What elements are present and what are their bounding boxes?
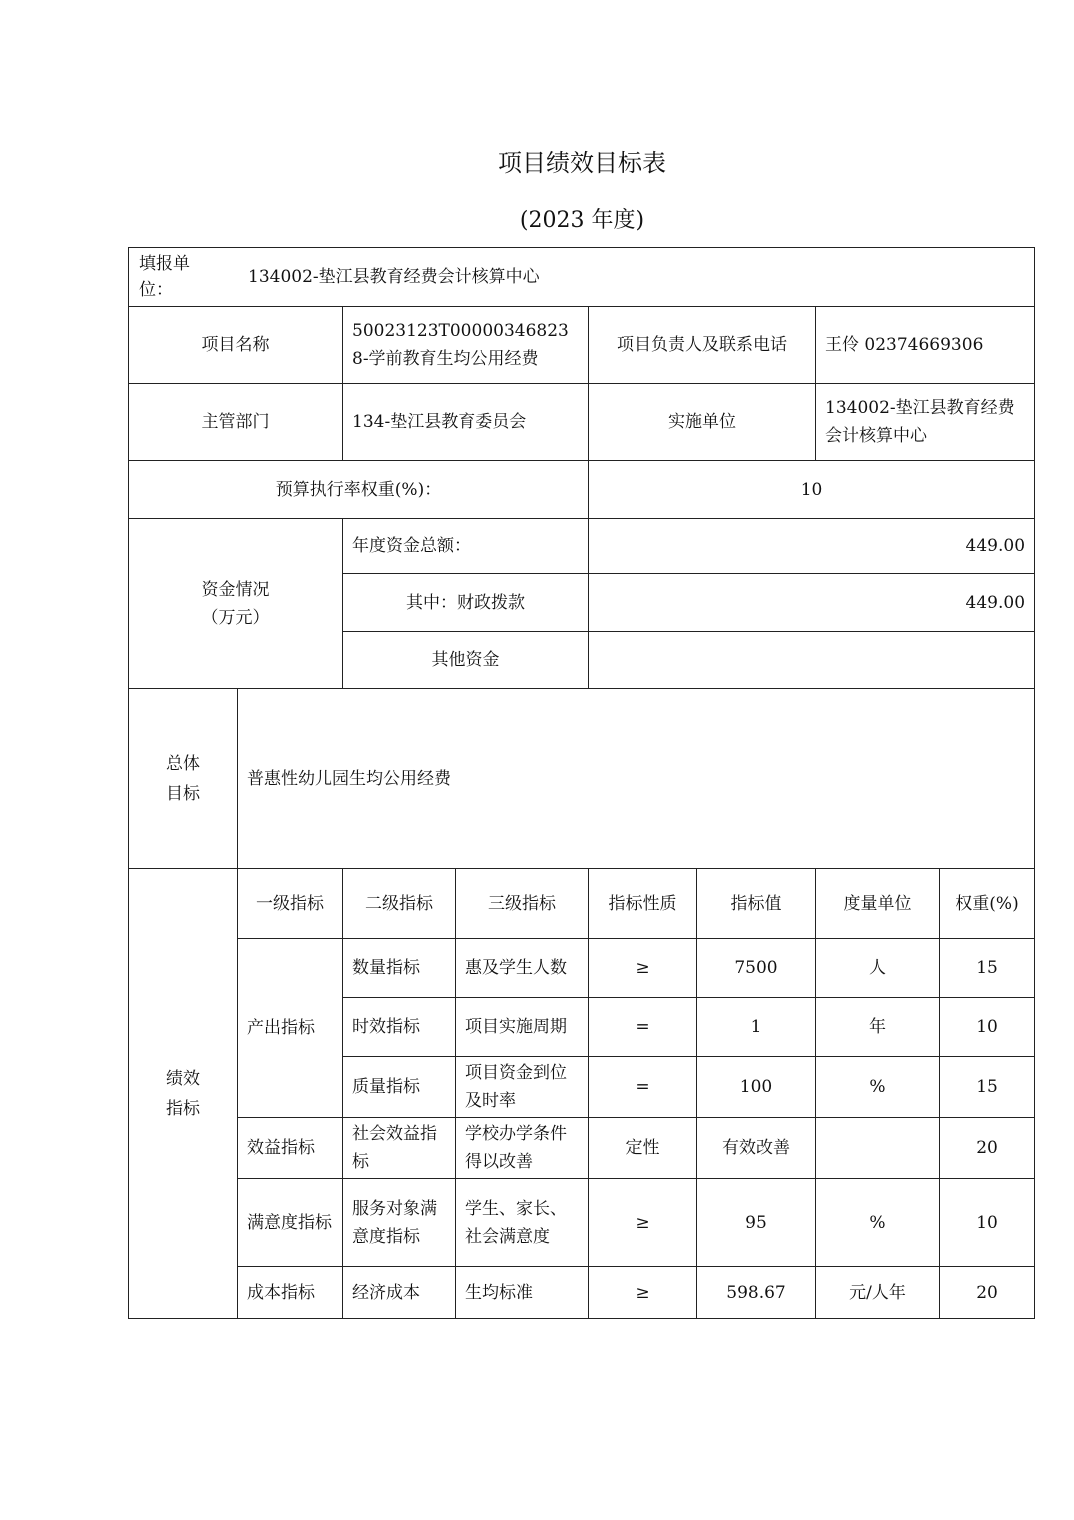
- weight-cell: 20: [940, 1118, 1035, 1179]
- l2-cell: 服务对象满意度指标: [343, 1179, 456, 1267]
- weight-cell: 10: [940, 998, 1035, 1057]
- l1-cell: 满意度指标: [238, 1179, 343, 1267]
- dept-label: 主管部门: [129, 384, 343, 461]
- header-nature: 指标性质: [589, 869, 697, 939]
- project-name-label: 项目名称: [129, 307, 343, 384]
- weight-cell: 20: [940, 1267, 1035, 1319]
- l3-cell: 学生、家长、社会满意度: [456, 1179, 589, 1267]
- goal-label: 总体目标: [129, 689, 238, 869]
- header-l3: 三级指标: [456, 869, 589, 939]
- unit-cell: %: [816, 1057, 940, 1118]
- unit-cell: 年: [816, 998, 940, 1057]
- l1-cell: 效益指标: [238, 1118, 343, 1179]
- header-unit: 度量单位: [816, 869, 940, 939]
- nature-cell: =: [589, 1057, 697, 1118]
- funds-total-value: 449.00: [589, 519, 1035, 574]
- unit-cell: [816, 1118, 940, 1179]
- nature-cell: ≥: [589, 1179, 697, 1267]
- nature-cell: 定性: [589, 1118, 697, 1179]
- value-cell: 有效改善: [697, 1118, 816, 1179]
- unit-cell: %: [816, 1179, 940, 1267]
- value-cell: 598.67: [697, 1267, 816, 1319]
- header-value: 指标值: [697, 869, 816, 939]
- perf-label: 绩效指标: [129, 869, 238, 1319]
- l2-cell: 时效指标: [343, 998, 456, 1057]
- nature-cell: ≥: [589, 1267, 697, 1319]
- project-name-value: 50023123T000003468238-学前教育生均公用经费: [343, 307, 589, 384]
- unit-value: 134002-垫江县教育经费会计核算中心: [248, 267, 540, 287]
- unit-label: 填报单位：: [139, 254, 190, 300]
- budget-rate-label: 预算执行率权重(%)：: [129, 461, 589, 519]
- l2-cell: 数量指标: [343, 939, 456, 998]
- value-cell: 7500: [697, 939, 816, 998]
- table-row: [129, 939, 1035, 998]
- unit-cell: 元/人年: [816, 1267, 940, 1319]
- page-title: 项目绩效目标表: [498, 149, 666, 177]
- unit-row: [129, 248, 1035, 307]
- unit-cell: 人: [816, 939, 940, 998]
- budget-rate-value: 10: [589, 461, 1035, 519]
- l2-cell: 社会效益指标: [343, 1118, 456, 1179]
- table-row: [129, 1267, 1035, 1319]
- l3-cell: 惠及学生人数: [456, 939, 589, 998]
- nature-cell: =: [589, 998, 697, 1057]
- header-l1: 一级指标: [238, 869, 343, 939]
- dept-value: 134-垫江县教育委员会: [343, 384, 589, 461]
- value-cell: 95: [697, 1179, 816, 1267]
- funds-other-label: 其他资金: [343, 632, 589, 689]
- l3-cell: 项目实施周期: [456, 998, 589, 1057]
- contact-value: 王伶 02374669306: [816, 307, 1035, 384]
- funds-fiscal-value: 449.00: [589, 574, 1035, 632]
- impl-unit-value: 134002-垫江县教育经费会计核算中心: [816, 384, 1035, 461]
- l3-cell: 项目资金到位及时率: [456, 1057, 589, 1118]
- goal-value: 普惠性幼儿园生均公用经费: [238, 689, 1035, 869]
- funds-fiscal-label: 其中：财政拨款: [343, 574, 589, 632]
- table-row: [129, 1118, 1035, 1179]
- funds-label: 资金情况（万元）: [129, 519, 343, 689]
- value-cell: 1: [697, 998, 816, 1057]
- page-subtitle: (2023 年度): [519, 208, 645, 233]
- l3-cell: 学校办学条件得以改善: [456, 1118, 589, 1179]
- l3-cell: 生均标准: [456, 1267, 589, 1319]
- nature-cell: ≥: [589, 939, 697, 998]
- header-l2: 二级指标: [343, 869, 456, 939]
- weight-cell: 15: [940, 1057, 1035, 1118]
- value-cell: 100: [697, 1057, 816, 1118]
- weight-cell: 15: [940, 939, 1035, 998]
- funds-other-value: [589, 632, 1035, 689]
- header-weight: 权重(%): [940, 869, 1035, 939]
- l2-cell: 经济成本: [343, 1267, 456, 1319]
- funds-total-label: 年度资金总额：: [343, 519, 589, 574]
- impl-unit-label: 实施单位: [589, 384, 816, 461]
- l2-cell: 质量指标: [343, 1057, 456, 1118]
- contact-label: 项目负责人及联系电话: [589, 307, 816, 384]
- l1-cell: 产出指标: [238, 939, 343, 1118]
- l1-cell: 成本指标: [238, 1267, 343, 1319]
- table-row: [129, 1179, 1035, 1267]
- weight-cell: 10: [940, 1179, 1035, 1267]
- performance-table: [128, 247, 1035, 1319]
